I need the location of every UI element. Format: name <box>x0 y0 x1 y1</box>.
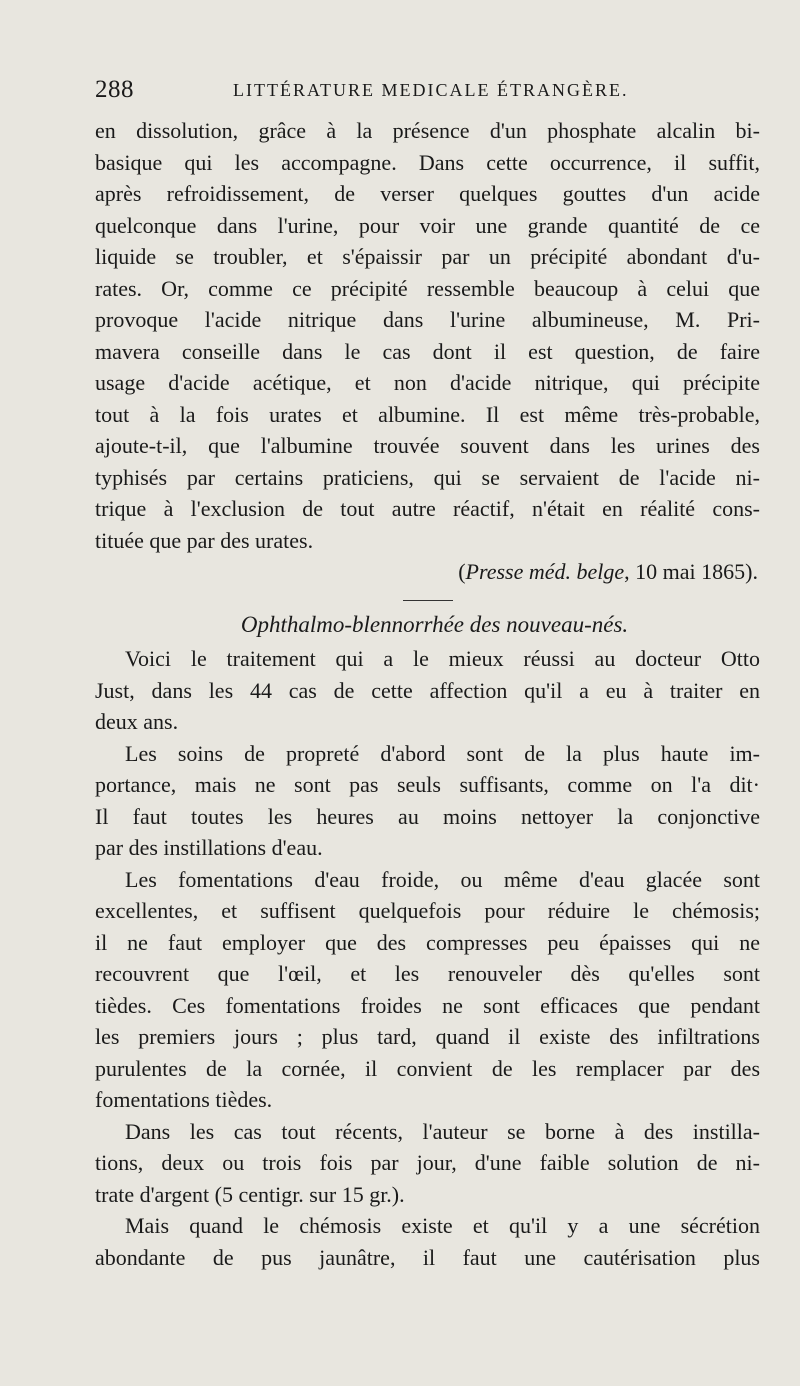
text-line: Les fomentations d'eau froide, ou même d'eau glacée sont <box>125 866 760 892</box>
paragraph-intro <box>95 643 760 738</box>
text-line: tout à la fois urates et albumine. Il est même très-probable, <box>95 401 760 427</box>
text-line: quelconque dans l'urine, pour voir une grande quantité de ce <box>95 212 760 238</box>
text-line: liquide se troubler, et s'épaissir par un précipité abondant d'u- <box>95 244 760 269</box>
paragraph-fomentations <box>95 864 760 1116</box>
text-line: trique à l'exclusion de tout autre réactif, n'était en réalité cons- <box>95 496 760 521</box>
text-line: typhisés par certains praticiens, qui se servaient de l'acide ni- <box>95 464 760 490</box>
text-line: Il faut toutes les heures au moins nettoyer la conjonctive <box>95 803 760 829</box>
text-line: les premiers jours ; plus tard, quand il existe des infiltrations <box>95 1024 760 1049</box>
source-citation: (Presse méd. belge, 10 mai 1865). <box>458 559 758 584</box>
text-line: deux ans. <box>95 709 179 734</box>
text-line: mavera conseille dans le cas dont il est question, de faire <box>95 338 760 364</box>
running-head: LITTÉRATURE MEDICALE ÉTRANGÈRE. <box>233 80 629 100</box>
text-line: il ne faut employer que des compresses peu épaisses qui ne <box>95 929 760 955</box>
text-line: tièdes. Ces fomentations froides ne sont efficaces que pendant <box>95 992 760 1018</box>
text-line: Just, dans les 44 cas de cette affection qu'il a eu à traiter en <box>95 677 760 703</box>
page-header <box>95 76 710 110</box>
text-line: Dans les cas tout récents, l'auteur se borne à des instilla- <box>125 1118 760 1144</box>
text-line: usage d'acide acétique, et non d'acide nitrique, qui précipite <box>95 370 760 395</box>
section-heading: Ophthalmo-blennorrhée des nouveau-nés. <box>240 612 629 637</box>
text-line: Mais quand le chémosis existe et qu'il y a une sécrétion <box>125 1213 760 1238</box>
text-line: rates. Or, comme ce précipité ressemble beaucoup à celui que <box>95 275 760 301</box>
text-line: excellentes, et suffisent quelquefois pour réduire le chémosis; <box>95 898 760 923</box>
text-line: trate d'argent (5 centigr. sur 15 gr.). <box>95 1181 405 1207</box>
text-line: tituée que par des urates. <box>95 527 314 553</box>
text-line: recouvrent que l'œil, et les renouveler dès qu'elles sont <box>95 961 760 986</box>
text-line: fomentations tièdes. <box>95 1087 273 1112</box>
text-line: abondante de pus jaunâtre, il faut une cautérisation plus <box>95 1244 760 1270</box>
text-line: tions, deux ou trois fois par jour, d'une faible solution de ni- <box>95 1150 760 1175</box>
text-line: par des instillations d'eau. <box>95 835 323 860</box>
text-line: ajoute-t-il, que l'albumine trouvée souvent dans les urines des <box>95 433 760 458</box>
source-journal: Presse méd. belge <box>465 559 625 584</box>
text-line: provoque l'acide nitrique dans l'urine albumineuse, M. Pri- <box>95 307 760 332</box>
paragraph-cleanliness <box>95 738 760 864</box>
text-line: Voici le traitement qui a le mieux réussi au docteur Otto <box>125 646 760 671</box>
source-date: , 10 mai 1865). <box>624 559 758 584</box>
text-line: basique qui les accompagne. Dans cette occurrence, il suffit, <box>95 149 760 175</box>
text-line: Les soins de propreté d'abord sont de la plus haute im- <box>125 740 760 766</box>
paragraph-cauterization <box>95 1210 760 1273</box>
page-number: 288 <box>95 76 134 103</box>
text-line: purulentes de la cornée, il convient de les remplacer par des <box>95 1055 760 1081</box>
text-line: portance, mais ne sont pas seuls suffisants, comme on l'a dit· <box>95 772 760 797</box>
section-divider <box>403 600 453 602</box>
paragraph-urates <box>95 115 760 556</box>
paragraph-instillations <box>95 1116 760 1211</box>
text-line: après refroidissement, de verser quelques gouttes d'un acide <box>95 181 760 206</box>
text-line: en dissolution, grâce à la présence d'un phosphate alcalin bi- <box>95 118 760 143</box>
body-text <box>95 115 760 1273</box>
